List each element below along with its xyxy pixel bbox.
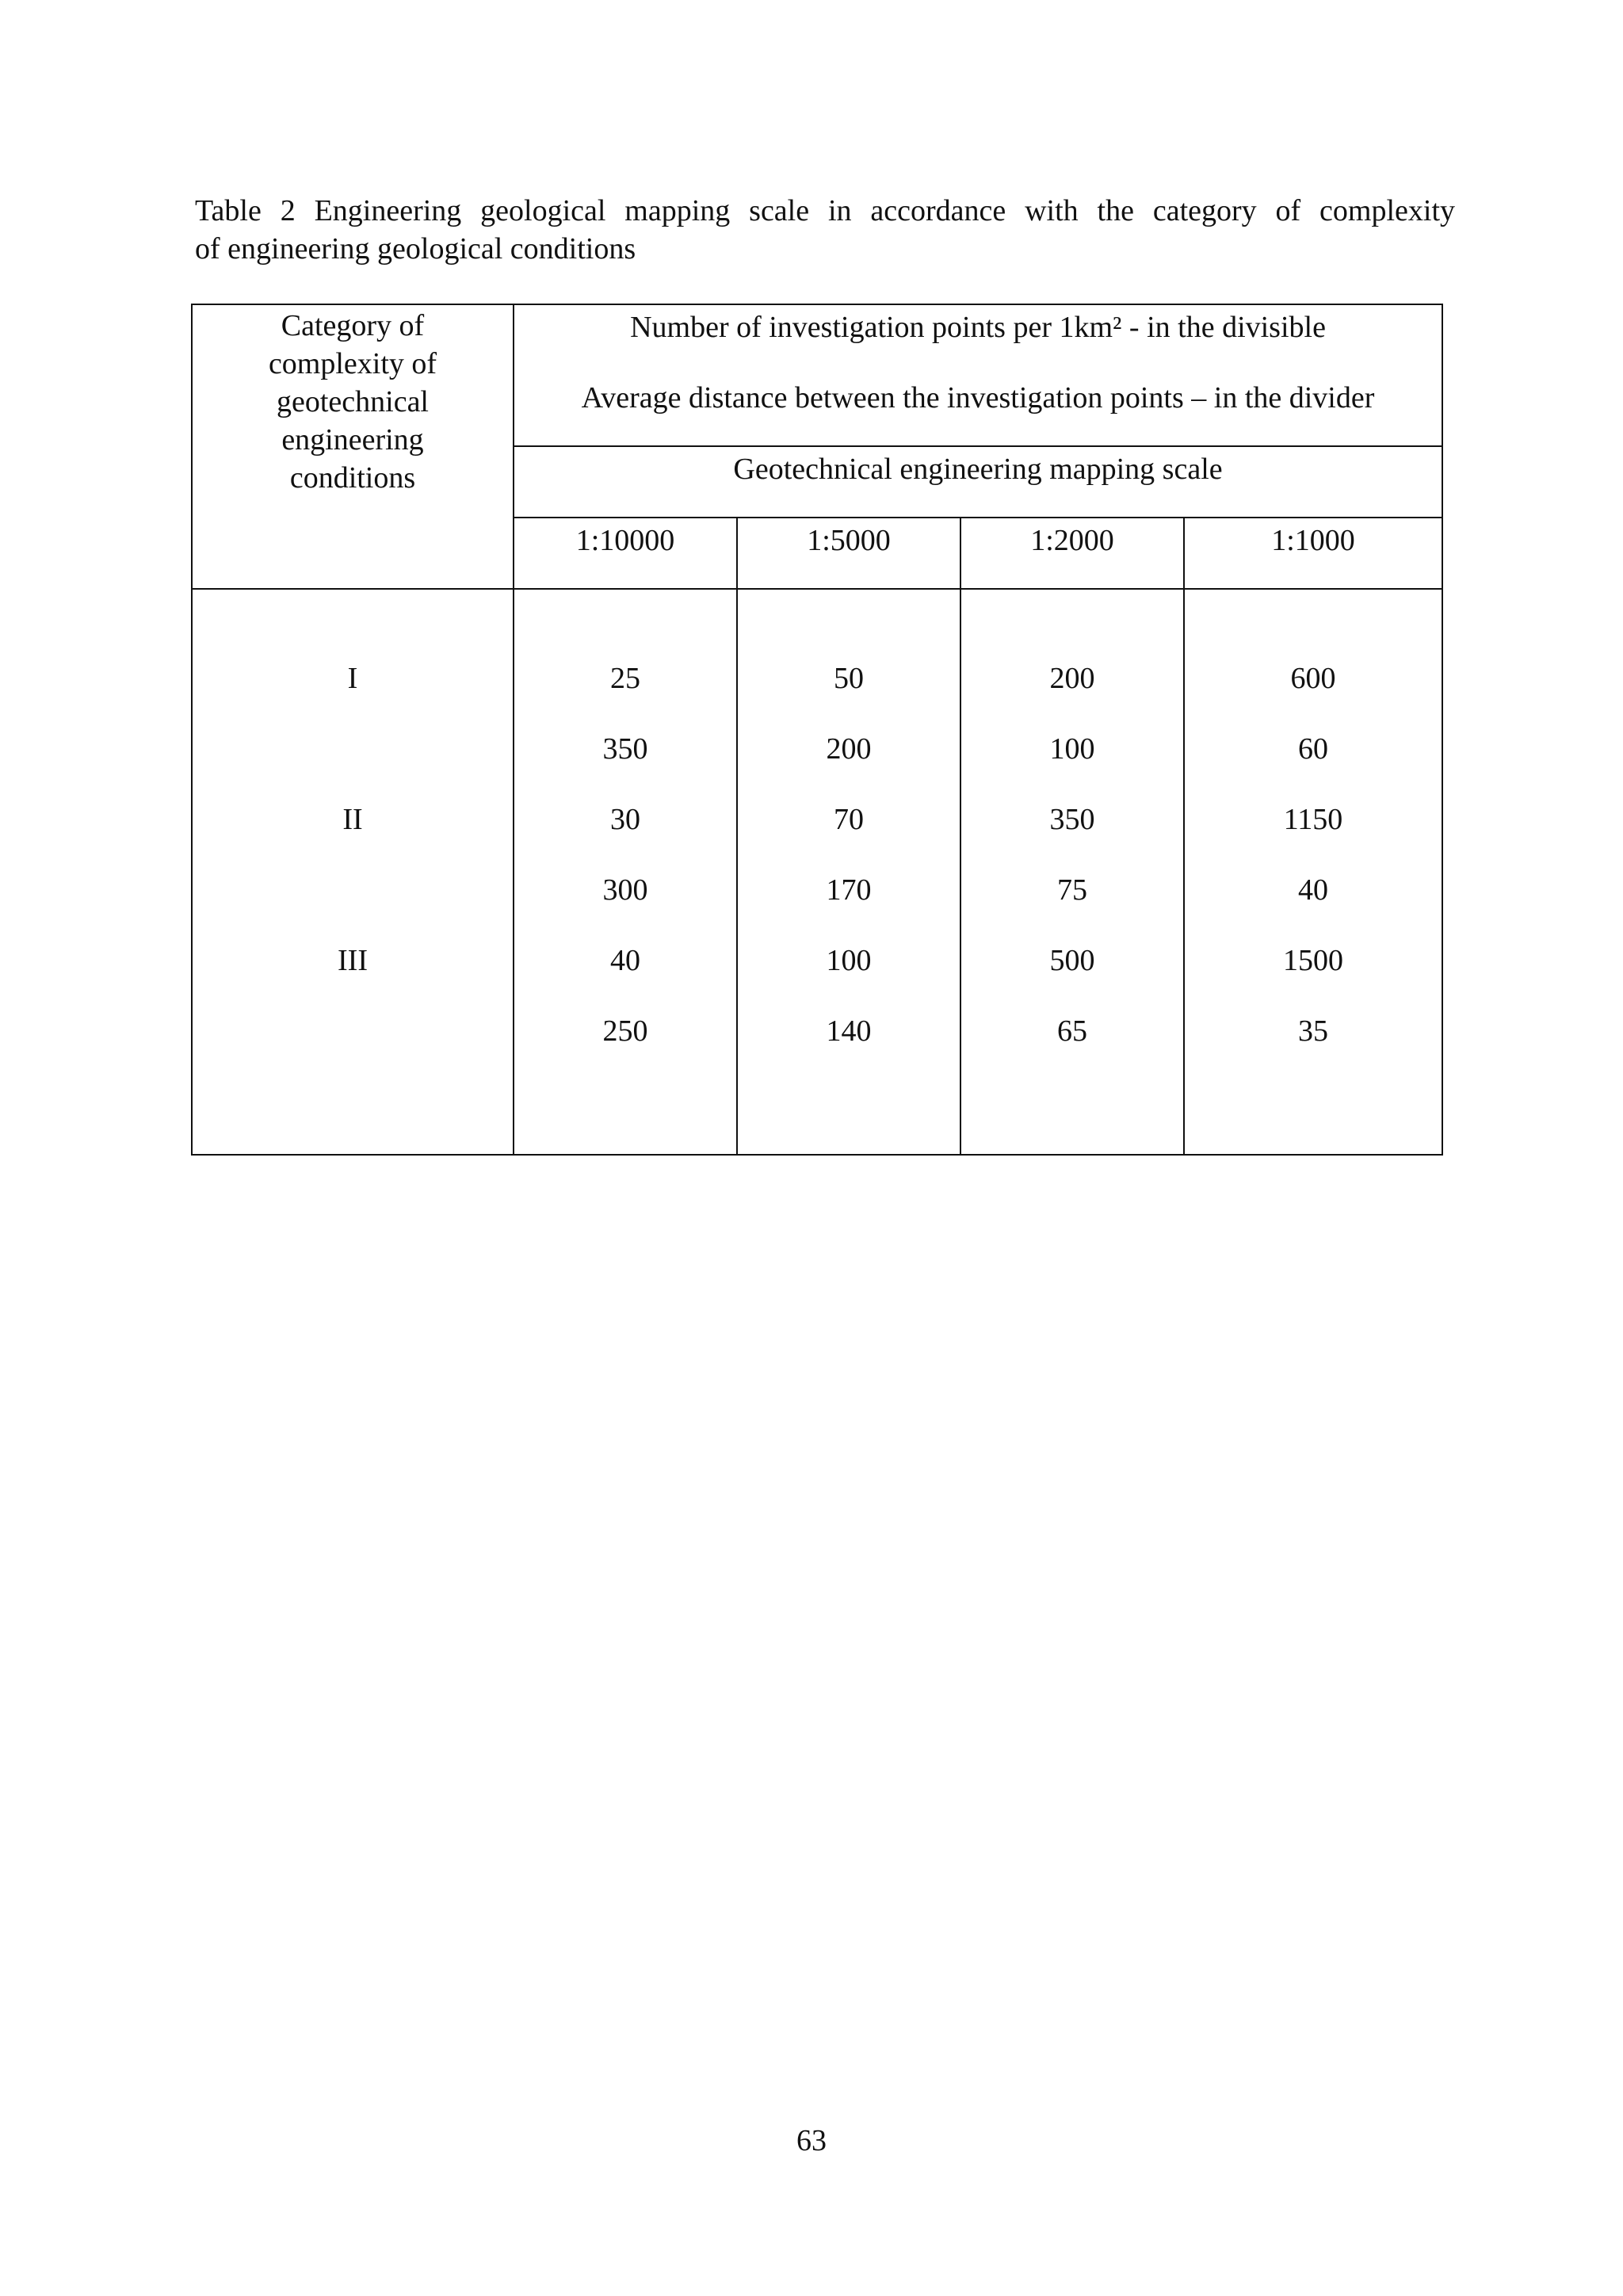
table-header-row-1	[192, 304, 1442, 446]
page-number: 63	[796, 2124, 827, 2157]
average-distance-header: Average distance between the investigation points – in the divider	[581, 381, 1375, 415]
table-value: 500	[1049, 944, 1095, 977]
scale-column-5000	[737, 589, 960, 1155]
table-caption-line-2: of engineering geological conditions	[195, 232, 636, 266]
scale-label: 1:1000	[1271, 524, 1355, 557]
table-value: 1150	[1283, 803, 1343, 836]
table-caption	[195, 192, 1455, 268]
mapping-scale-header: Geotechnical engineering mapping scale	[733, 453, 1223, 486]
scale-column-1000	[1184, 589, 1442, 1155]
scale-header-cell	[514, 518, 737, 589]
category-value: II	[342, 803, 363, 836]
investigation-points-header-cell	[514, 304, 1442, 446]
category-header-line: Category of	[281, 309, 425, 342]
table-value: 65	[1057, 1014, 1087, 1048]
scale-label: 1:2000	[1030, 524, 1114, 557]
mapping-scale-header-cell	[514, 446, 1442, 518]
category-value	[193, 871, 513, 942]
table-value: 350	[602, 732, 648, 766]
category-header-line: conditions	[289, 461, 416, 495]
category-value: I	[347, 662, 358, 695]
mapping-scale-table	[191, 304, 1443, 1156]
table-value: 200	[1049, 662, 1095, 695]
table-value: 75	[1057, 873, 1087, 907]
table-value: 40	[610, 944, 640, 977]
category-header-line: complexity of	[268, 347, 437, 380]
category-header-line: geotechnical	[276, 385, 429, 418]
category-value	[193, 730, 513, 800]
table-value: 70	[834, 803, 864, 836]
table-value: 100	[826, 944, 872, 977]
table-body-row	[192, 589, 1442, 1155]
category-value: III	[338, 944, 368, 977]
table-value: 35	[1298, 1014, 1329, 1048]
table-value: 100	[1049, 732, 1095, 766]
table-value: 170	[826, 873, 872, 907]
table-value: 40	[1298, 873, 1329, 907]
table-value: 140	[826, 1014, 872, 1048]
category-value	[193, 1012, 513, 1083]
table-value: 1500	[1283, 944, 1344, 977]
table-value: 350	[1049, 803, 1095, 836]
table-value: 30	[610, 803, 640, 836]
scale-label: 1:5000	[807, 524, 891, 557]
table-caption-line-1: Table 2 Engineering geological mapping scale in accordance with the category of complexity	[195, 194, 1455, 227]
scale-header-cell	[737, 518, 960, 589]
table-value: 300	[602, 873, 648, 907]
scale-column-10000	[514, 589, 737, 1155]
scale-column-2000	[960, 589, 1184, 1155]
table-value: 250	[602, 1014, 648, 1048]
investigation-points-header: Number of investigation points per 1km² - in the divisible	[630, 311, 1326, 344]
table-value: 25	[610, 662, 640, 695]
table-value: 200	[826, 732, 872, 766]
table-value: 60	[1298, 732, 1329, 766]
scale-label: 1:10000	[575, 524, 675, 557]
category-header-cell	[192, 304, 514, 589]
scale-header-cell	[1184, 518, 1442, 589]
category-column	[192, 589, 514, 1155]
table-value: 600	[1290, 662, 1336, 695]
scale-header-cell	[960, 518, 1184, 589]
table-value: 50	[834, 662, 864, 695]
category-header-line: engineering	[281, 423, 424, 457]
